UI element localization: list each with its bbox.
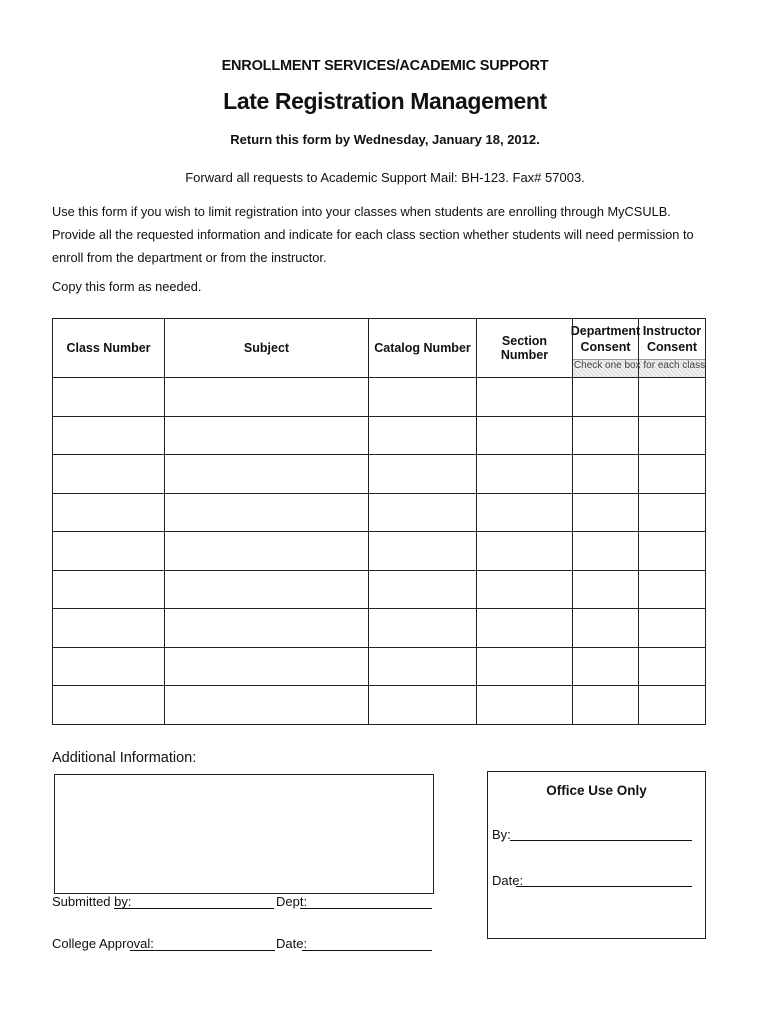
- deadline-notice: Return this form by Wednesday, January 18, 2012.: [230, 132, 540, 147]
- instructor-consent-checkbox[interactable]: [639, 570, 706, 609]
- department-consent-checkbox[interactable]: [573, 493, 639, 532]
- catalog-number-cell[interactable]: [369, 455, 477, 494]
- form-title: Late Registration Management: [223, 88, 547, 114]
- office-date-label: Date:: [492, 873, 524, 888]
- subject-cell[interactable]: [165, 416, 369, 455]
- section-number-cell[interactable]: [477, 609, 573, 648]
- catalog-number-cell[interactable]: [369, 686, 477, 725]
- department-consent-checkbox[interactable]: [573, 609, 639, 648]
- table-row: [53, 532, 706, 571]
- department-consent-checkbox[interactable]: [573, 686, 639, 725]
- subject-cell[interactable]: [165, 532, 369, 571]
- section-number-cell[interactable]: [477, 378, 573, 417]
- class-number-cell[interactable]: [53, 416, 165, 455]
- subject-cell[interactable]: [165, 686, 369, 725]
- class-number-cell[interactable]: [53, 647, 165, 686]
- class-sections-table: [52, 318, 706, 725]
- office-by-field[interactable]: [510, 826, 692, 841]
- column-header-subject: Subject: [165, 319, 369, 378]
- subject-cell[interactable]: [165, 570, 369, 609]
- department-consent-checkbox[interactable]: [573, 455, 639, 494]
- subject-cell[interactable]: [165, 647, 369, 686]
- catalog-number-cell[interactable]: [369, 493, 477, 532]
- catalog-number-cell[interactable]: [369, 647, 477, 686]
- approval-date-label: Date:: [276, 936, 308, 951]
- table-row: [53, 570, 706, 609]
- section-number-cell[interactable]: [477, 647, 573, 686]
- table-row: [53, 686, 706, 725]
- office-date-field[interactable]: [516, 872, 692, 887]
- instructor-consent-line2: Consent: [647, 340, 697, 354]
- subject-cell[interactable]: [165, 455, 369, 494]
- dept-label: Dept:: [276, 894, 308, 909]
- department-consent-checkbox[interactable]: [573, 378, 639, 417]
- dept-field[interactable]: [300, 894, 432, 909]
- office-by-label: By:: [492, 827, 511, 842]
- table-row: [53, 493, 706, 532]
- class-number-cell[interactable]: [53, 455, 165, 494]
- department-consent-line2: Consent: [580, 340, 631, 354]
- department-consent-line1: Department: [570, 324, 641, 338]
- instructor-consent-line1: Instructor: [642, 324, 702, 338]
- instructor-consent-checkbox[interactable]: [639, 416, 706, 455]
- catalog-number-cell[interactable]: [369, 532, 477, 571]
- instruction-line-1: Use this form if you wish to limit registration into your classes when students are enrolling through MyCSULB.: [52, 204, 671, 219]
- instructor-consent-checkbox[interactable]: [639, 609, 706, 648]
- office-use-title: Office Use Only: [546, 783, 647, 798]
- section-number-cell[interactable]: [477, 686, 573, 725]
- section-number-cell[interactable]: [477, 416, 573, 455]
- table-row: [53, 455, 706, 494]
- instructor-consent-checkbox[interactable]: [639, 647, 706, 686]
- instructor-consent-checkbox[interactable]: [639, 455, 706, 494]
- class-number-cell[interactable]: [53, 378, 165, 417]
- column-header-section-number: Section Number: [477, 319, 573, 378]
- class-number-cell[interactable]: [53, 686, 165, 725]
- catalog-number-cell[interactable]: [369, 570, 477, 609]
- department-consent-checkbox[interactable]: [573, 570, 639, 609]
- class-number-cell[interactable]: [53, 493, 165, 532]
- table-row: [53, 647, 706, 686]
- department-consent-checkbox[interactable]: [573, 416, 639, 455]
- section-number-cell[interactable]: [477, 455, 573, 494]
- table-row: [53, 416, 706, 455]
- section-number-cell[interactable]: [477, 570, 573, 609]
- instructor-consent-checkbox[interactable]: [639, 378, 706, 417]
- catalog-number-cell[interactable]: [369, 609, 477, 648]
- instructor-consent-checkbox[interactable]: [639, 493, 706, 532]
- copy-note: Copy this form as needed.: [52, 279, 202, 294]
- catalog-number-cell[interactable]: [369, 378, 477, 417]
- section-number-cell[interactable]: [477, 532, 573, 571]
- additional-info-label: Additional Information:: [52, 750, 197, 766]
- subject-cell[interactable]: [165, 609, 369, 648]
- office-use-box: [487, 771, 706, 939]
- class-number-cell[interactable]: [53, 609, 165, 648]
- department-consent-checkbox[interactable]: [573, 647, 639, 686]
- column-header-class-number: Class Number: [53, 319, 165, 378]
- department-consent-checkbox[interactable]: [573, 532, 639, 571]
- instructor-consent-checkbox[interactable]: [639, 686, 706, 725]
- consent-note: Check one box for each class: [573, 360, 706, 371]
- college-approval-label: College Approval:: [52, 936, 154, 951]
- instruction-line-2: Provide all the requested information and indicate for each class section whether students will need permission to enroll from the department or from the instructor.: [52, 227, 694, 265]
- subject-cell[interactable]: [165, 378, 369, 417]
- column-header-catalog-number: Catalog Number: [369, 319, 477, 378]
- submitted-by-field[interactable]: [114, 894, 274, 909]
- department-header: ENROLLMENT SERVICES/ACADEMIC SUPPORT: [221, 58, 549, 74]
- table-row: [53, 378, 706, 417]
- class-number-cell[interactable]: [53, 570, 165, 609]
- table-row: [53, 609, 706, 648]
- submitted-by-label: Submitted by:: [52, 894, 132, 909]
- college-approval-field[interactable]: [130, 936, 275, 951]
- section-number-cell[interactable]: [477, 493, 573, 532]
- instructor-consent-checkbox[interactable]: [639, 532, 706, 571]
- subject-cell[interactable]: [165, 493, 369, 532]
- class-number-cell[interactable]: [53, 532, 165, 571]
- additional-info-textarea[interactable]: [54, 774, 434, 894]
- catalog-number-cell[interactable]: [369, 416, 477, 455]
- forward-instructions: Forward all requests to Academic Support Mail: BH-123. Fax# 57003.: [185, 170, 585, 185]
- approval-date-field[interactable]: [302, 936, 432, 951]
